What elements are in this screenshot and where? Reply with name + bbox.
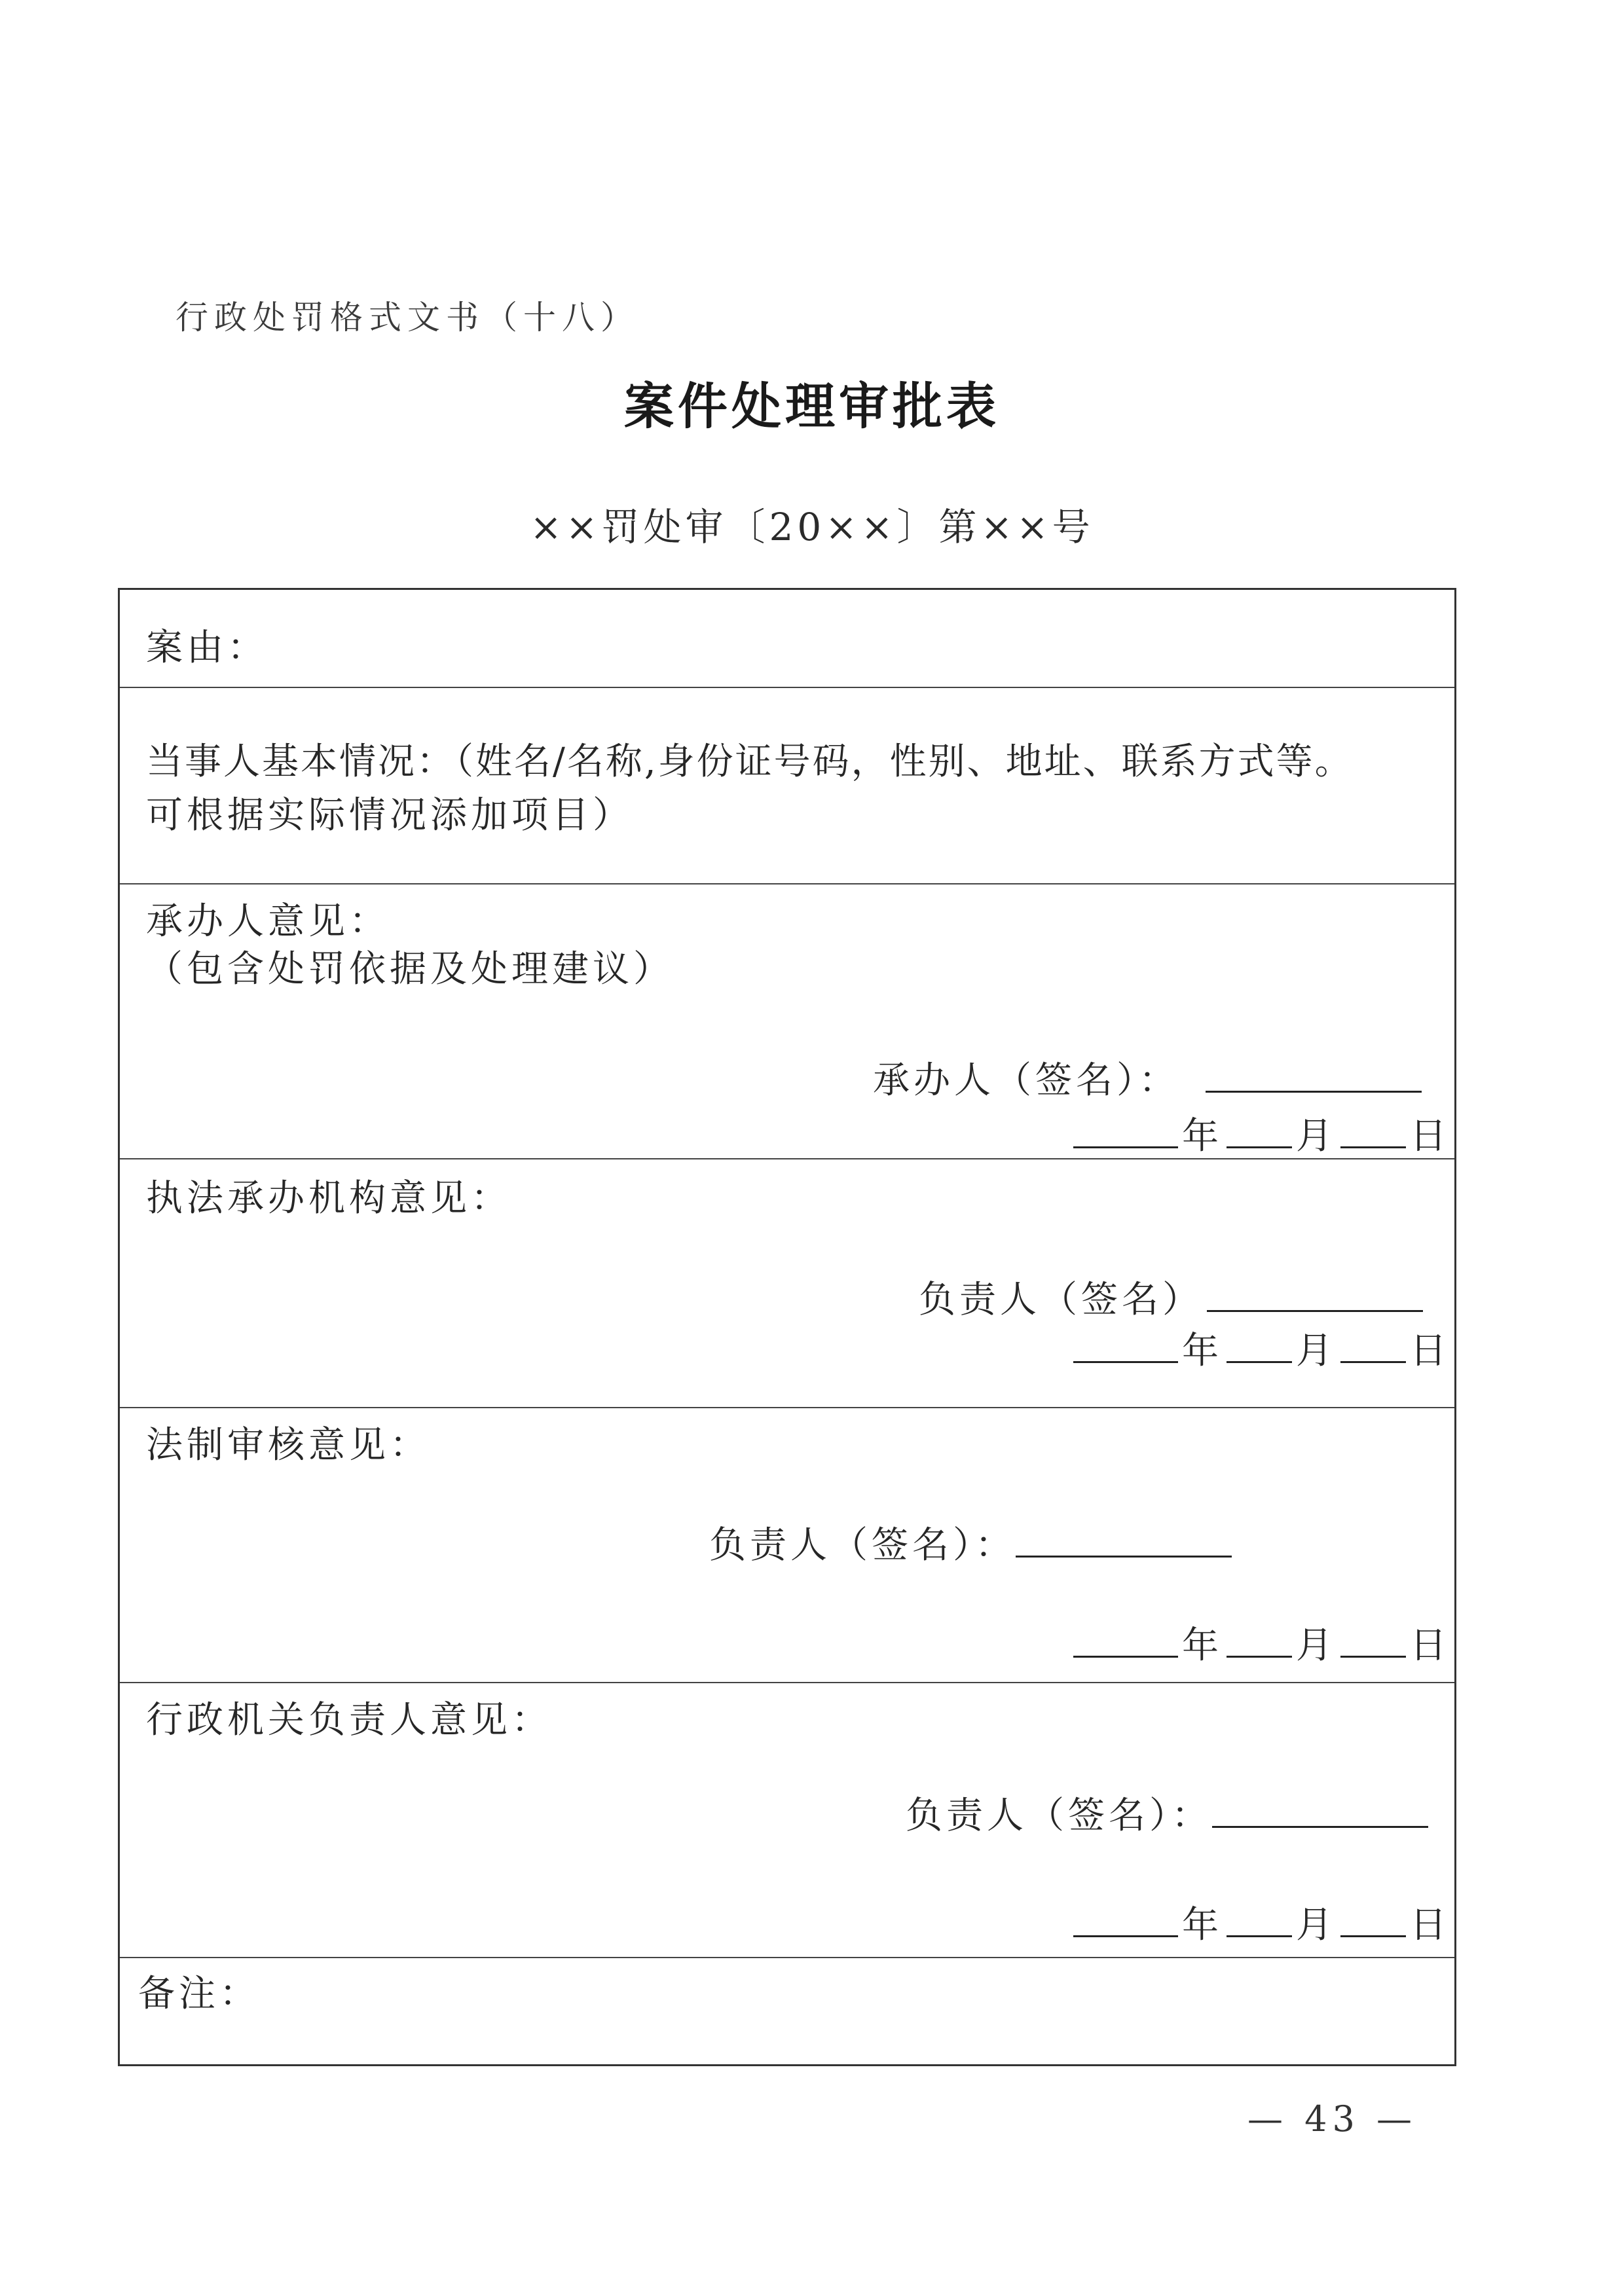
legal-review-label: 法制审核意见： (146, 1424, 430, 1467)
party-info-note: 可根据实际情况添加项目） (146, 794, 633, 837)
document-series-label: 行政处罚格式文书（十八） (175, 299, 639, 337)
month-blank (1227, 1905, 1292, 1937)
party-info-label: 当事人基本情况：（姓名/名称,身份证号码，性别、地址、联系方式等。 (146, 740, 1354, 783)
day-label: 日 (1410, 1904, 1450, 1946)
case-reason-row (120, 590, 1454, 688)
handler-opinion-note: （包含处罚依据及处理建议） (146, 948, 674, 991)
handler-opinion-row (120, 884, 1454, 1159)
party-info-row (120, 688, 1454, 884)
year-blank (1073, 1626, 1178, 1658)
month-blank (1227, 1116, 1292, 1148)
day-blank (1340, 1626, 1406, 1658)
handler-signature (873, 1051, 1426, 1104)
document-title: 案件处理审批表 (624, 377, 1000, 435)
remarks-row (120, 1958, 1454, 2064)
agency-signature-label: 负责人（签名） (919, 1279, 1203, 1321)
remarks-label: 备注： (138, 1973, 260, 2015)
agency-opinion-label: 执法承办机构意见： (146, 1177, 511, 1220)
authority-head-signature-label: 负责人（签名）： (906, 1795, 1212, 1837)
year-blank (1073, 1116, 1178, 1148)
year-label: 年 (1182, 1330, 1223, 1372)
agency-signature-line (1207, 1280, 1423, 1312)
page-number: — 43 — (1247, 2098, 1418, 2140)
month-blank (1227, 1626, 1292, 1658)
authority-head-date (1069, 1896, 1450, 1948)
handler-signature-label: 承办人（签名）： (873, 1059, 1179, 1102)
authority-head-label: 行政机关负责人意见： (146, 1699, 552, 1741)
year-label: 年 (1182, 1904, 1223, 1946)
day-label: 日 (1410, 1115, 1450, 1157)
year-label: 年 (1182, 1115, 1223, 1157)
authority-head-row (120, 1683, 1454, 1958)
agency-signature (919, 1271, 1427, 1323)
legal-review-date (1069, 1616, 1450, 1669)
year-blank (1073, 1905, 1178, 1937)
legal-review-row (120, 1408, 1454, 1683)
day-label: 日 (1410, 1330, 1450, 1372)
day-blank (1340, 1331, 1406, 1363)
month-label: 月 (1296, 1904, 1337, 1946)
month-label: 月 (1296, 1624, 1337, 1667)
month-label: 月 (1296, 1115, 1337, 1157)
year-blank (1073, 1331, 1178, 1363)
case-reason-label: 案由： (146, 627, 268, 669)
legal-review-signature-line (1016, 1525, 1232, 1558)
authority-head-signature-line (1212, 1796, 1428, 1828)
legal-review-signature-label: 负责人（签名）： (709, 1524, 1016, 1567)
legal-review-signature (709, 1516, 1236, 1569)
day-blank (1340, 1905, 1406, 1937)
day-label: 日 (1410, 1624, 1450, 1667)
document-number: ××罚处审〔20××〕第××号 (530, 505, 1094, 549)
year-label: 年 (1182, 1624, 1223, 1667)
handler-signature-line (1206, 1061, 1422, 1093)
agency-date (1069, 1322, 1450, 1374)
day-blank (1340, 1116, 1406, 1148)
approval-form-table (118, 588, 1456, 2066)
authority-head-signature (906, 1787, 1432, 1839)
handler-date (1069, 1107, 1450, 1159)
handler-opinion-label: 承办人意见： (146, 900, 390, 943)
month-label: 月 (1296, 1330, 1337, 1372)
agency-opinion-row (120, 1159, 1454, 1408)
month-blank (1227, 1331, 1292, 1363)
